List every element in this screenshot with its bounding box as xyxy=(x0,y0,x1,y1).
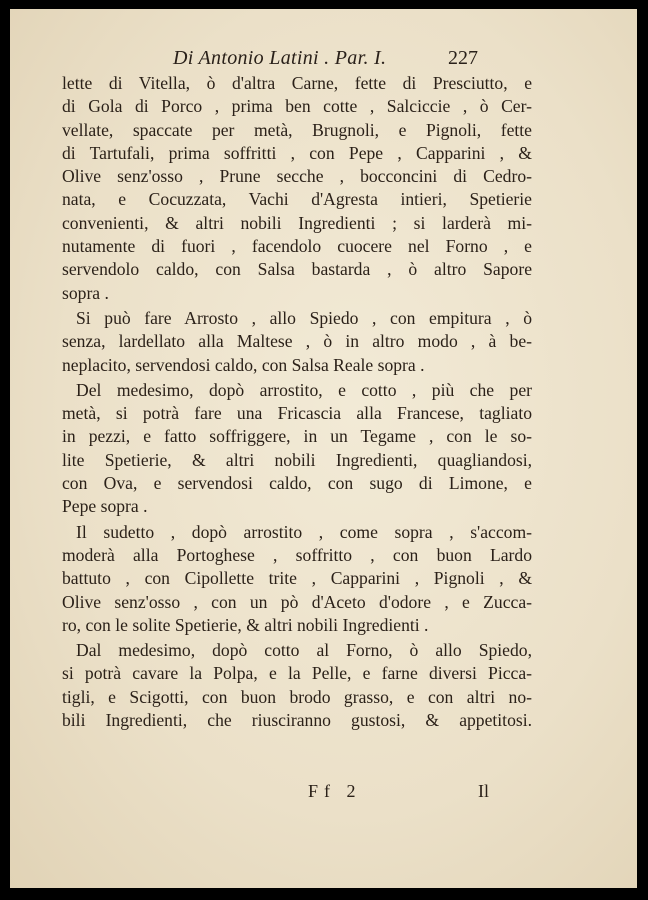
text-line: nata, e Cocuzzata, Vachi d'Agresta intieri, Spetierie xyxy=(62,189,532,210)
text-line: nutamente di fuori , facendolo cuocere nel Forno , e xyxy=(62,236,532,257)
text-line: sopra . xyxy=(62,282,109,303)
book-page xyxy=(10,9,637,888)
text-line: servendolo caldo, con Salsa bastarda , ò altro Sapore xyxy=(62,259,532,280)
text-line: bili Ingredienti, che riusciranno gustosi, & appetitosi. xyxy=(62,710,532,731)
text-line: di Gola di Porco , prima ben cotte , Salciccie , ò Cer- xyxy=(62,96,532,117)
text-line: in pezzi, e fatto soffriggere, in un Tegame , con le so- xyxy=(62,426,532,447)
text-line: metà, si potrà fare una Fricascia alla Francese, tagliato xyxy=(62,403,532,424)
text-line: di Tartufali, prima soffritti , con Pepe , Capparini , & xyxy=(62,142,532,163)
text-line: Si può fare Arrosto , allo Spiedo , con empitura , ò xyxy=(76,307,532,328)
text-line: moderà alla Portoghese , soffritto , con buon Lardo xyxy=(62,544,532,565)
text-line: si potrà cavare la Polpa, e la Pelle, e farne diversi Picca- xyxy=(62,663,532,684)
text-line: battuto , con Cipollette trite , Capparini , Pignoli , & xyxy=(62,568,532,589)
text-line: Dal medesimo, dopò cotto al Forno, ò allo Spiedo, xyxy=(76,640,532,661)
page-body xyxy=(62,72,532,732)
text-line: Olive senz'osso , con un pò d'Aceto d'odore , e Zucca- xyxy=(62,591,532,612)
text-line: Il sudetto , dopò arrostito , come sopra , s'accom- xyxy=(76,521,532,542)
running-title: Di Antonio Latini . Par. I. xyxy=(173,47,387,69)
text-line: lette di Vitella, ò d'altra Carne, fette di Presciutto, e xyxy=(62,73,532,93)
catchword: Il xyxy=(478,781,489,801)
text-line: lite Spetierie, & altri nobili Ingredienti, quagliandosi, xyxy=(62,449,532,470)
signature-mark: Ff 2 xyxy=(308,781,362,801)
text-line: Pepe sopra . xyxy=(62,496,148,517)
page-number: 227 xyxy=(448,47,478,69)
text-line: neplacito, servendosi caldo, con Salsa Reale sopra . xyxy=(62,354,425,375)
text-line: Olive senz'osso , Prune secche , bocconcini di Cedro- xyxy=(62,166,532,187)
text-line: con Ova, e servendosi caldo, con sugo di Limone, e xyxy=(62,473,532,494)
text-line: Del medesimo, dopò arrostito, e cotto , più che per xyxy=(76,379,532,400)
text-line: ro, con le solite Spetierie, & altri nobili Ingredienti . xyxy=(62,614,429,635)
text-line: vellate, spaccate per metà, Brugnoli, e Pignoli, fette xyxy=(62,119,532,140)
text-line: tigli, e Scigotti, con buon brodo grasso, e con altri no- xyxy=(62,686,532,707)
text-line: senza, lardellato alla Maltese , ò in altro modo , à be- xyxy=(62,331,532,352)
text-line: convenienti, & altri nobili Ingredienti ; si larderà mi- xyxy=(62,212,532,233)
